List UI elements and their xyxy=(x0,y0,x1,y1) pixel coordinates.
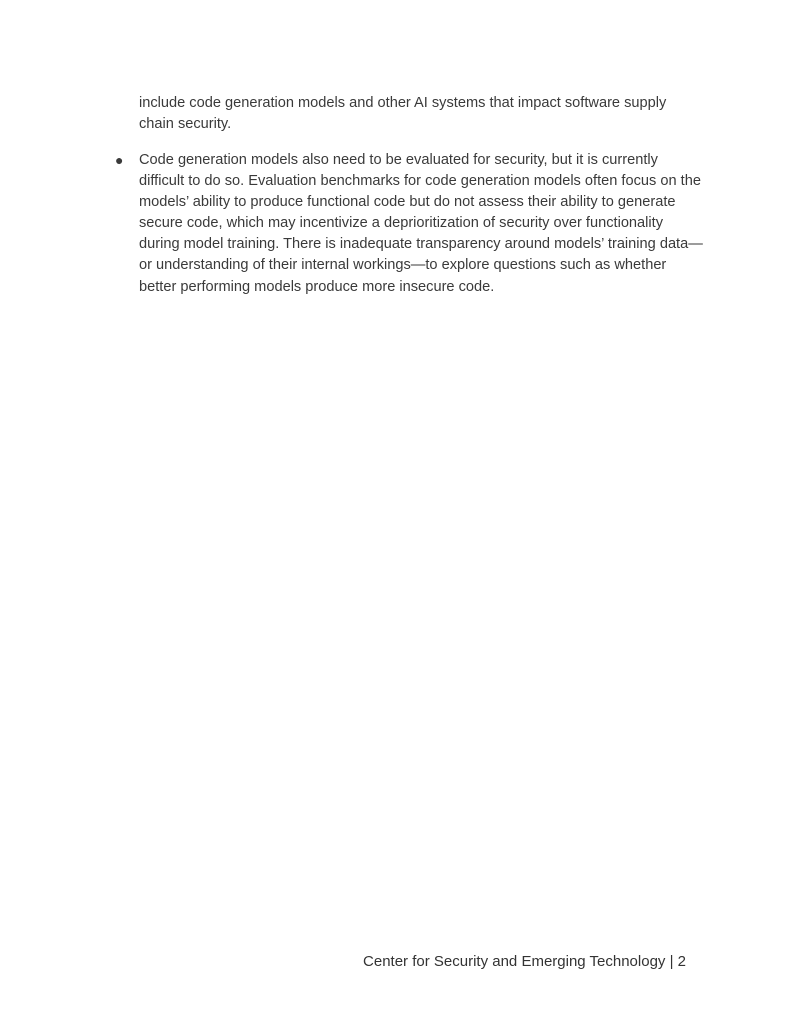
bullet-icon: ● xyxy=(115,152,124,168)
continued-paragraph: include code generation models and other AI systems that impact software supply chain security. xyxy=(139,95,667,133)
page-footer xyxy=(363,951,686,973)
page-number: 2 xyxy=(677,953,686,970)
footer-organization: Center for Security and Emerging Technology xyxy=(363,953,666,970)
footer-separator: | xyxy=(665,953,678,970)
bullet-text: Code generation models also need to be evaluated for security, but it is currently difficult to do so. Evaluation benchmarks for code generation models often focus on the models’ ability to produce functional code but do not assess their ability to generate secure code, which may incentivize a deprioritization of security over functionality during model training. There is inadequate transparency around models’ training data—or understanding of their internal workings—to explore questions such as whether better performing models produce more insecure code. xyxy=(139,152,703,295)
